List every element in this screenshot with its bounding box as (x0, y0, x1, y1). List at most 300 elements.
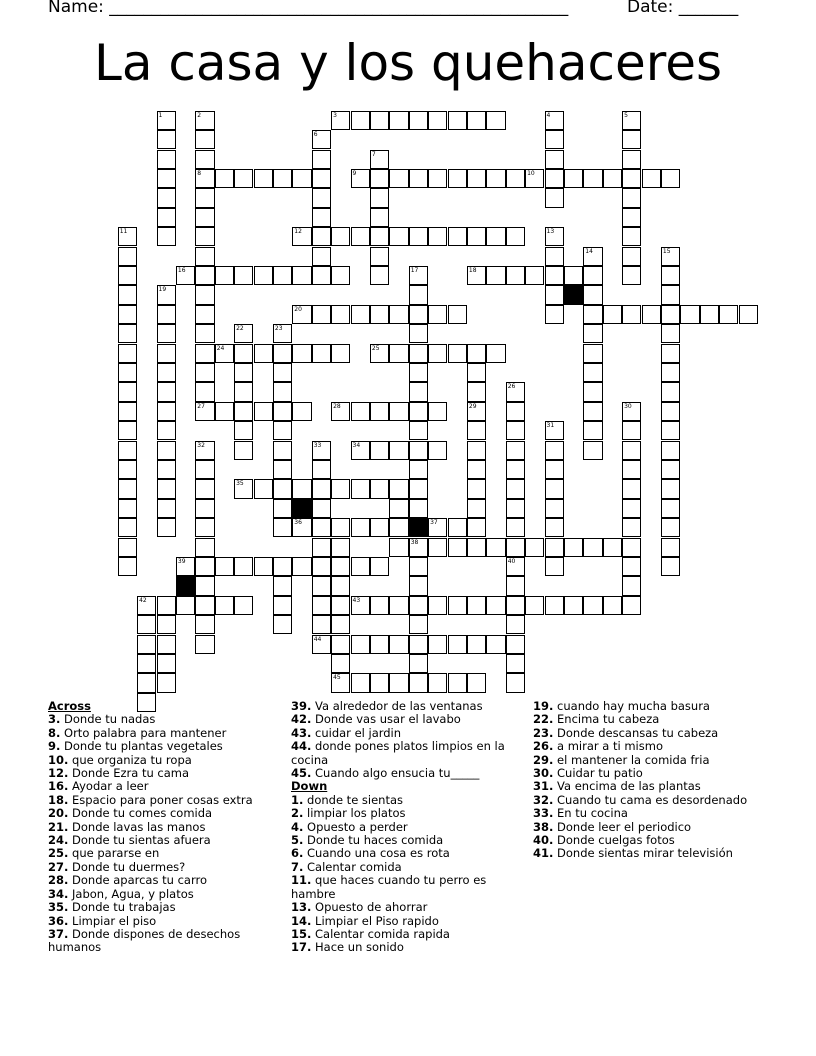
crossword-cell[interactable] (118, 479, 137, 498)
crossword-cell[interactable] (370, 635, 389, 654)
crossword-cell[interactable] (506, 402, 525, 421)
crossword-cell[interactable] (273, 460, 292, 479)
crossword-cell[interactable] (370, 227, 389, 246)
crossword-cell[interactable] (545, 188, 564, 207)
crossword-cell[interactable] (506, 673, 525, 692)
crossword-cell[interactable] (273, 402, 292, 421)
crossword-cell[interactable] (370, 111, 389, 130)
crossword-cell[interactable] (642, 169, 661, 188)
crossword-cell[interactable] (195, 479, 214, 498)
crossword-cell[interactable] (351, 227, 370, 246)
crossword-cell[interactable] (331, 227, 350, 246)
crossword-cell[interactable] (157, 150, 176, 169)
crossword-cell[interactable] (661, 441, 680, 460)
crossword-cell[interactable] (331, 111, 350, 130)
crossword-cell[interactable] (622, 150, 641, 169)
crossword-cell[interactable] (351, 402, 370, 421)
crossword-cell[interactable] (195, 285, 214, 304)
crossword-cell[interactable] (215, 402, 234, 421)
crossword-cell[interactable] (118, 460, 137, 479)
crossword-cell[interactable] (195, 130, 214, 149)
crossword-cell[interactable] (661, 266, 680, 285)
crossword-cell[interactable] (428, 402, 447, 421)
crossword-cell[interactable] (448, 344, 467, 363)
crossword-cell[interactable] (428, 169, 447, 188)
crossword-cell[interactable] (273, 169, 292, 188)
crossword-cell[interactable] (603, 596, 622, 615)
crossword-cell[interactable] (428, 441, 447, 460)
crossword-cell[interactable] (661, 382, 680, 401)
crossword-cell[interactable] (467, 266, 486, 285)
crossword-cell[interactable] (583, 324, 602, 343)
crossword-cell[interactable] (545, 150, 564, 169)
crossword-cell[interactable] (506, 479, 525, 498)
crossword-cell[interactable] (195, 635, 214, 654)
crossword-cell[interactable] (195, 615, 214, 634)
crossword-cell[interactable] (118, 344, 137, 363)
crossword-cell[interactable] (525, 169, 544, 188)
crossword-cell[interactable] (661, 460, 680, 479)
crossword-cell[interactable] (467, 441, 486, 460)
crossword-cell[interactable] (351, 635, 370, 654)
crossword-cell[interactable] (331, 615, 350, 634)
crossword-cell[interactable] (273, 344, 292, 363)
crossword-cell[interactable] (389, 518, 408, 537)
crossword-cell[interactable] (195, 188, 214, 207)
crossword-cell[interactable] (409, 324, 428, 343)
crossword-cell[interactable] (661, 305, 680, 324)
crossword-cell[interactable] (118, 499, 137, 518)
crossword-cell[interactable] (312, 635, 331, 654)
crossword-cell[interactable] (545, 479, 564, 498)
crossword-cell[interactable] (661, 285, 680, 304)
crossword-cell[interactable] (118, 382, 137, 401)
crossword-cell[interactable] (273, 363, 292, 382)
crossword-cell[interactable] (157, 344, 176, 363)
crossword-cell[interactable] (583, 421, 602, 440)
crossword-cell[interactable] (351, 305, 370, 324)
crossword-cell[interactable] (118, 538, 137, 557)
crossword-cell[interactable] (331, 557, 350, 576)
crossword-cell[interactable] (467, 111, 486, 130)
crossword-cell[interactable] (409, 421, 428, 440)
crossword-cell[interactable] (661, 324, 680, 343)
crossword-cell[interactable] (195, 576, 214, 595)
crossword-cell[interactable] (448, 635, 467, 654)
crossword-cell[interactable] (661, 499, 680, 518)
crossword-cell[interactable] (622, 576, 641, 595)
crossword-cell[interactable] (157, 635, 176, 654)
crossword-cell[interactable] (545, 169, 564, 188)
crossword-cell[interactable] (583, 596, 602, 615)
crossword-cell[interactable] (389, 402, 408, 421)
crossword-cell[interactable] (486, 538, 505, 557)
crossword-cell[interactable] (312, 460, 331, 479)
crossword-cell[interactable] (583, 285, 602, 304)
crossword-cell[interactable] (118, 557, 137, 576)
crossword-cell[interactable] (254, 479, 273, 498)
crossword-cell[interactable] (215, 266, 234, 285)
crossword-cell[interactable] (409, 305, 428, 324)
crossword-cell[interactable] (622, 518, 641, 537)
crossword-cell[interactable] (331, 576, 350, 595)
crossword-cell[interactable] (195, 596, 214, 615)
crossword-cell[interactable] (118, 441, 137, 460)
crossword-cell[interactable] (448, 111, 467, 130)
crossword-cell[interactable] (545, 460, 564, 479)
crossword-cell[interactable] (370, 169, 389, 188)
crossword-cell[interactable] (389, 169, 408, 188)
crossword-cell[interactable] (176, 266, 195, 285)
crossword-cell[interactable] (622, 188, 641, 207)
crossword-cell[interactable] (312, 150, 331, 169)
crossword-cell[interactable] (545, 266, 564, 285)
crossword-cell[interactable] (273, 324, 292, 343)
crossword-cell[interactable] (583, 247, 602, 266)
crossword-cell[interactable] (564, 596, 583, 615)
crossword-cell[interactable] (312, 169, 331, 188)
crossword-cell[interactable] (370, 208, 389, 227)
crossword-cell[interactable] (157, 285, 176, 304)
crossword-cell[interactable] (409, 266, 428, 285)
crossword-cell[interactable] (409, 596, 428, 615)
crossword-cell[interactable] (506, 654, 525, 673)
crossword-cell[interactable] (486, 266, 505, 285)
crossword-cell[interactable] (506, 441, 525, 460)
crossword-cell[interactable] (234, 324, 253, 343)
crossword-cell[interactable] (409, 169, 428, 188)
crossword-cell[interactable] (215, 169, 234, 188)
crossword-cell[interactable] (409, 441, 428, 460)
crossword-cell[interactable] (195, 518, 214, 537)
crossword-cell[interactable] (739, 305, 758, 324)
crossword-cell[interactable] (157, 208, 176, 227)
crossword-cell[interactable] (389, 596, 408, 615)
crossword-cell[interactable] (583, 538, 602, 557)
crossword-cell[interactable] (467, 344, 486, 363)
crossword-cell[interactable] (351, 111, 370, 130)
crossword-cell[interactable] (157, 402, 176, 421)
crossword-cell[interactable] (622, 538, 641, 557)
crossword-cell[interactable] (506, 596, 525, 615)
crossword-cell[interactable] (389, 441, 408, 460)
crossword-cell[interactable] (467, 363, 486, 382)
crossword-cell[interactable] (331, 305, 350, 324)
crossword-cell[interactable] (448, 518, 467, 537)
crossword-cell[interactable] (351, 441, 370, 460)
crossword-cell[interactable] (409, 615, 428, 634)
crossword-cell[interactable] (545, 130, 564, 149)
crossword-cell[interactable] (467, 227, 486, 246)
crossword-cell[interactable] (545, 227, 564, 246)
crossword-cell[interactable] (370, 266, 389, 285)
crossword-cell[interactable] (157, 673, 176, 692)
crossword-cell[interactable] (467, 538, 486, 557)
crossword-cell[interactable] (409, 635, 428, 654)
crossword-cell[interactable] (292, 518, 311, 537)
crossword-cell[interactable] (370, 150, 389, 169)
crossword-cell[interactable] (583, 441, 602, 460)
crossword-cell[interactable] (137, 635, 156, 654)
crossword-cell[interactable] (545, 305, 564, 324)
crossword-cell[interactable] (409, 479, 428, 498)
crossword-cell[interactable] (370, 305, 389, 324)
crossword-cell[interactable] (351, 169, 370, 188)
crossword-cell[interactable] (234, 421, 253, 440)
crossword-cell[interactable] (157, 654, 176, 673)
crossword-cell[interactable] (448, 538, 467, 557)
crossword-cell[interactable] (234, 266, 253, 285)
crossword-cell[interactable] (448, 305, 467, 324)
crossword-cell[interactable] (389, 499, 408, 518)
crossword-cell[interactable] (545, 557, 564, 576)
crossword-cell[interactable] (234, 557, 253, 576)
crossword-cell[interactable] (195, 169, 214, 188)
crossword-cell[interactable] (331, 402, 350, 421)
crossword-cell[interactable] (700, 305, 719, 324)
crossword-cell[interactable] (254, 402, 273, 421)
crossword-cell[interactable] (525, 538, 544, 557)
crossword-cell[interactable] (118, 421, 137, 440)
crossword-cell[interactable] (409, 499, 428, 518)
crossword-cell[interactable] (234, 402, 253, 421)
crossword-cell[interactable] (409, 344, 428, 363)
crossword-cell[interactable] (234, 596, 253, 615)
crossword-cell[interactable] (486, 596, 505, 615)
crossword-cell[interactable] (486, 344, 505, 363)
crossword-cell[interactable] (215, 596, 234, 615)
crossword-cell[interactable] (157, 382, 176, 401)
crossword-cell[interactable] (428, 344, 447, 363)
crossword-cell[interactable] (351, 557, 370, 576)
crossword-cell[interactable] (506, 382, 525, 401)
crossword-cell[interactable] (545, 441, 564, 460)
crossword-cell[interactable] (312, 227, 331, 246)
crossword-cell[interactable] (486, 169, 505, 188)
crossword-cell[interactable] (312, 538, 331, 557)
crossword-cell[interactable] (545, 247, 564, 266)
crossword-cell[interactable] (157, 227, 176, 246)
crossword-cell[interactable] (564, 538, 583, 557)
crossword-cell[interactable] (409, 285, 428, 304)
crossword-cell[interactable] (409, 402, 428, 421)
crossword-cell[interactable] (195, 208, 214, 227)
crossword-cell[interactable] (583, 344, 602, 363)
crossword-cell[interactable] (467, 382, 486, 401)
crossword-cell[interactable] (312, 518, 331, 537)
crossword-cell[interactable] (467, 479, 486, 498)
crossword-cell[interactable] (312, 130, 331, 149)
crossword-cell[interactable] (506, 266, 525, 285)
crossword-cell[interactable] (118, 402, 137, 421)
crossword-cell[interactable] (622, 499, 641, 518)
crossword-cell[interactable] (195, 344, 214, 363)
crossword-cell[interactable] (525, 266, 544, 285)
crossword-cell[interactable] (583, 266, 602, 285)
crossword-cell[interactable] (118, 518, 137, 537)
crossword-cell[interactable] (545, 596, 564, 615)
crossword-cell[interactable] (428, 518, 447, 537)
crossword-cell[interactable] (351, 518, 370, 537)
crossword-cell[interactable] (137, 596, 156, 615)
crossword-cell[interactable] (234, 363, 253, 382)
crossword-cell[interactable] (603, 538, 622, 557)
crossword-cell[interactable] (622, 227, 641, 246)
crossword-cell[interactable] (506, 615, 525, 634)
crossword-cell[interactable] (622, 402, 641, 421)
crossword-cell[interactable] (331, 266, 350, 285)
crossword-cell[interactable] (622, 305, 641, 324)
crossword-cell[interactable] (370, 402, 389, 421)
crossword-cell[interactable] (545, 518, 564, 537)
crossword-cell[interactable] (467, 673, 486, 692)
crossword-cell[interactable] (157, 460, 176, 479)
crossword-cell[interactable] (467, 460, 486, 479)
crossword-cell[interactable] (409, 576, 428, 595)
crossword-cell[interactable] (273, 596, 292, 615)
crossword-cell[interactable] (506, 518, 525, 537)
crossword-cell[interactable] (409, 557, 428, 576)
crossword-cell[interactable] (603, 305, 622, 324)
crossword-cell[interactable] (312, 208, 331, 227)
crossword-cell[interactable] (312, 596, 331, 615)
crossword-cell[interactable] (157, 363, 176, 382)
crossword-cell[interactable] (157, 615, 176, 634)
crossword-cell[interactable] (157, 111, 176, 130)
crossword-cell[interactable] (486, 227, 505, 246)
crossword-cell[interactable] (583, 363, 602, 382)
crossword-cell[interactable] (428, 673, 447, 692)
crossword-cell[interactable] (195, 538, 214, 557)
crossword-cell[interactable] (234, 479, 253, 498)
crossword-cell[interactable] (467, 421, 486, 440)
crossword-cell[interactable] (661, 402, 680, 421)
crossword-cell[interactable] (583, 305, 602, 324)
crossword-cell[interactable] (292, 266, 311, 285)
crossword-cell[interactable] (176, 596, 195, 615)
crossword-cell[interactable] (312, 188, 331, 207)
crossword-cell[interactable] (545, 421, 564, 440)
crossword-cell[interactable] (389, 673, 408, 692)
crossword-cell[interactable] (195, 402, 214, 421)
crossword-cell[interactable] (312, 615, 331, 634)
crossword-cell[interactable] (506, 635, 525, 654)
crossword-cell[interactable] (215, 557, 234, 576)
crossword-cell[interactable] (195, 363, 214, 382)
crossword-cell[interactable] (467, 402, 486, 421)
crossword-cell[interactable] (680, 305, 699, 324)
crossword-cell[interactable] (622, 557, 641, 576)
crossword-cell[interactable] (254, 169, 273, 188)
crossword-cell[interactable] (506, 169, 525, 188)
crossword-cell[interactable] (370, 557, 389, 576)
crossword-cell[interactable] (118, 305, 137, 324)
crossword-cell[interactable] (622, 596, 641, 615)
crossword-cell[interactable] (292, 305, 311, 324)
crossword-cell[interactable] (234, 169, 253, 188)
crossword-cell[interactable] (195, 111, 214, 130)
crossword-cell[interactable] (157, 324, 176, 343)
crossword-cell[interactable] (661, 247, 680, 266)
crossword-cell[interactable] (389, 479, 408, 498)
crossword-cell[interactable] (312, 266, 331, 285)
crossword-cell[interactable] (351, 673, 370, 692)
crossword-cell[interactable] (564, 169, 583, 188)
crossword-cell[interactable] (428, 227, 447, 246)
crossword-cell[interactable] (389, 344, 408, 363)
crossword-cell[interactable] (273, 499, 292, 518)
crossword-cell[interactable] (312, 499, 331, 518)
crossword-cell[interactable] (118, 266, 137, 285)
crossword-cell[interactable] (273, 382, 292, 401)
crossword-cell[interactable] (428, 305, 447, 324)
crossword-cell[interactable] (157, 169, 176, 188)
crossword-cell[interactable] (622, 111, 641, 130)
crossword-cell[interactable] (215, 344, 234, 363)
crossword-cell[interactable] (622, 441, 641, 460)
crossword-cell[interactable] (157, 421, 176, 440)
crossword-cell[interactable] (622, 421, 641, 440)
crossword-cell[interactable] (506, 499, 525, 518)
crossword-cell[interactable] (467, 635, 486, 654)
crossword-cell[interactable] (234, 441, 253, 460)
crossword-cell[interactable] (583, 169, 602, 188)
crossword-cell[interactable] (583, 402, 602, 421)
crossword-cell[interactable] (273, 557, 292, 576)
crossword-cell[interactable] (254, 557, 273, 576)
crossword-cell[interactable] (467, 169, 486, 188)
crossword-cell[interactable] (661, 421, 680, 440)
crossword-cell[interactable] (525, 596, 544, 615)
crossword-cell[interactable] (564, 266, 583, 285)
crossword-cell[interactable] (195, 247, 214, 266)
crossword-cell[interactable] (273, 441, 292, 460)
crossword-cell[interactable] (234, 344, 253, 363)
crossword-cell[interactable] (467, 499, 486, 518)
crossword-cell[interactable] (622, 169, 641, 188)
crossword-cell[interactable] (409, 363, 428, 382)
crossword-cell[interactable] (292, 557, 311, 576)
crossword-cell[interactable] (195, 557, 214, 576)
crossword-cell[interactable] (622, 460, 641, 479)
crossword-cell[interactable] (409, 460, 428, 479)
crossword-cell[interactable] (195, 305, 214, 324)
crossword-cell[interactable] (312, 305, 331, 324)
crossword-cell[interactable] (409, 111, 428, 130)
crossword-cell[interactable] (409, 654, 428, 673)
crossword-cell[interactable] (506, 421, 525, 440)
crossword-cell[interactable] (467, 596, 486, 615)
crossword-cell[interactable] (195, 499, 214, 518)
crossword-cell[interactable] (273, 615, 292, 634)
crossword-cell[interactable] (661, 344, 680, 363)
crossword-cell[interactable] (331, 518, 350, 537)
crossword-cell[interactable] (661, 363, 680, 382)
crossword-cell[interactable] (661, 169, 680, 188)
crossword-cell[interactable] (331, 673, 350, 692)
crossword-cell[interactable] (157, 130, 176, 149)
crossword-cell[interactable] (506, 576, 525, 595)
crossword-cell[interactable] (409, 382, 428, 401)
crossword-cell[interactable] (157, 441, 176, 460)
crossword-cell[interactable] (273, 576, 292, 595)
crossword-cell[interactable] (351, 479, 370, 498)
crossword-cell[interactable] (622, 208, 641, 227)
crossword-cell[interactable] (292, 479, 311, 498)
crossword-cell[interactable] (157, 499, 176, 518)
crossword-cell[interactable] (195, 441, 214, 460)
crossword-cell[interactable] (661, 479, 680, 498)
